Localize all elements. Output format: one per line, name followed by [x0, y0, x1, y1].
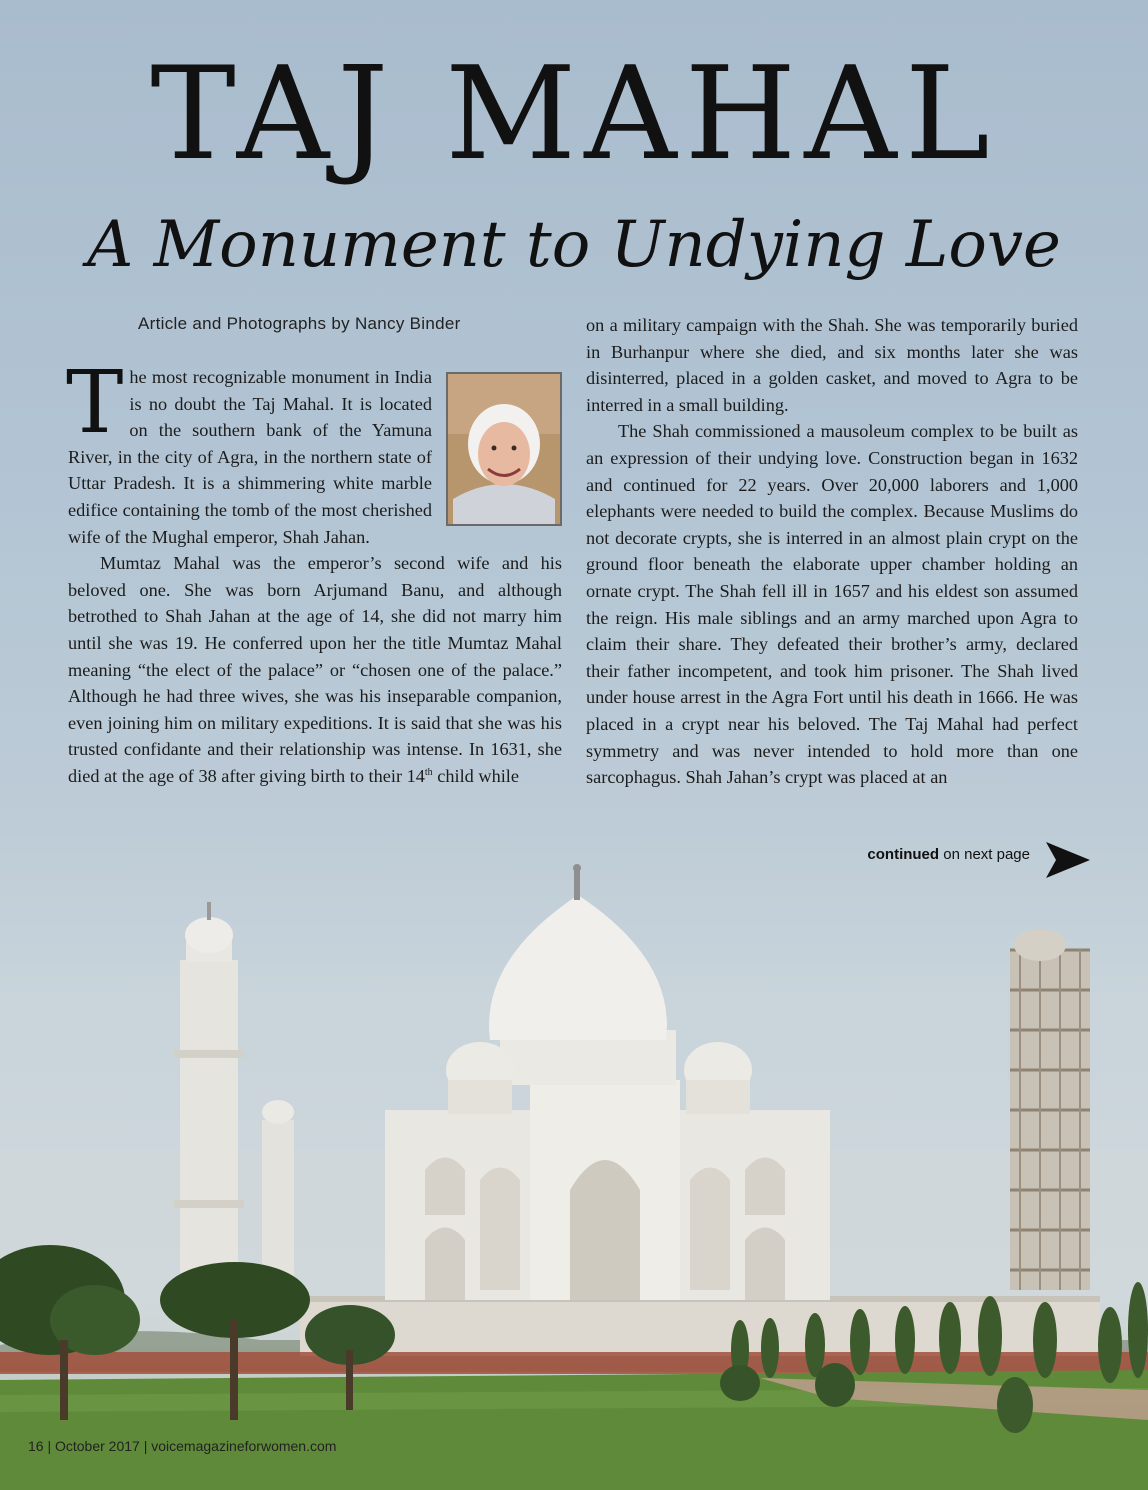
paragraph: Mumtaz Mahal was the emperor’s second wife and his beloved one. She was born Arjumand Banu, and although betrothed to Shah Jahan at the age of 14, she did not marry him until she was 19. He conferred upon her the title Mumtaz Mahal meaning “the elect of the palace” or “chosen one of the palace.” Although he had three wives, she was his inseparable companion, even joining him on military expeditions. It is said that she was his trusted confidante and their relationship was intense. In 1631, she died at the age of 38 after giving birth to their 14th child while	[68, 553, 562, 786]
byline: Article and Photographs by Nancy Binder	[138, 314, 461, 333]
left-minaret	[174, 902, 244, 1280]
drop-cap: T	[66, 353, 124, 453]
right-arrow-icon[interactable]	[1046, 842, 1090, 878]
continued-link[interactable]: continued on next page	[867, 846, 1030, 863]
article-column-1	[66, 353, 562, 790]
mausoleum	[385, 864, 830, 1300]
page-footer: 16 | October 2017 | voicemagazineforwomen.com	[28, 1438, 337, 1454]
article-column-2	[586, 312, 1078, 791]
right-minaret-scaffold	[1010, 929, 1090, 1290]
paragraph: The Shah commissioned a mausoleum complex to be built as an expression of their undying love. Construction began in 1632 and continued for 22 years. Over 20,000 laborers and 1,000 elephants were needed to build the complex. Because Muslims do not decorate crypts, she is interred in an almost plain crypt on the ground floor beneath the elaborate upper chamber holding an ornate crypt. The Shah fell ill in 1657 and his eldest son assumed the reign. His male siblings and an army marched upon Agra to claim their share. They defeated their brother’s army, declared their father incompetent, and took him prisoner. The Shah lived under house arrest in the Agra Fort until his death in 1666. He was placed in a crypt near his beloved. The Taj Mahal had perfect symmetry and was never intended to hold more than one sarcophagus. Shah Jahan’s crypt was placed at an	[586, 421, 1078, 788]
paragraph: he most recognizable monument in India is no doubt the Taj Mahal. It is located on the southern bank of the Yamuna River, in the city of Agra, in the northern state of Uttar Pradesh. It is a shimmering white marble edifice containing the tomb of the most cherished wife of the Mughal emperor, Shah Jahan.	[68, 367, 432, 547]
paragraph: on a military campaign with the Shah. She was temporarily buried in Burhanpur where she died, and six months later she was disinterred, placed in a golden casket, and moved to Agra to be interred in a small building.	[586, 315, 1078, 415]
headline: TAJ MAHAL	[150, 40, 998, 189]
author-portrait	[446, 372, 562, 526]
subheadline: A Monument to Undying Love	[87, 208, 1061, 282]
